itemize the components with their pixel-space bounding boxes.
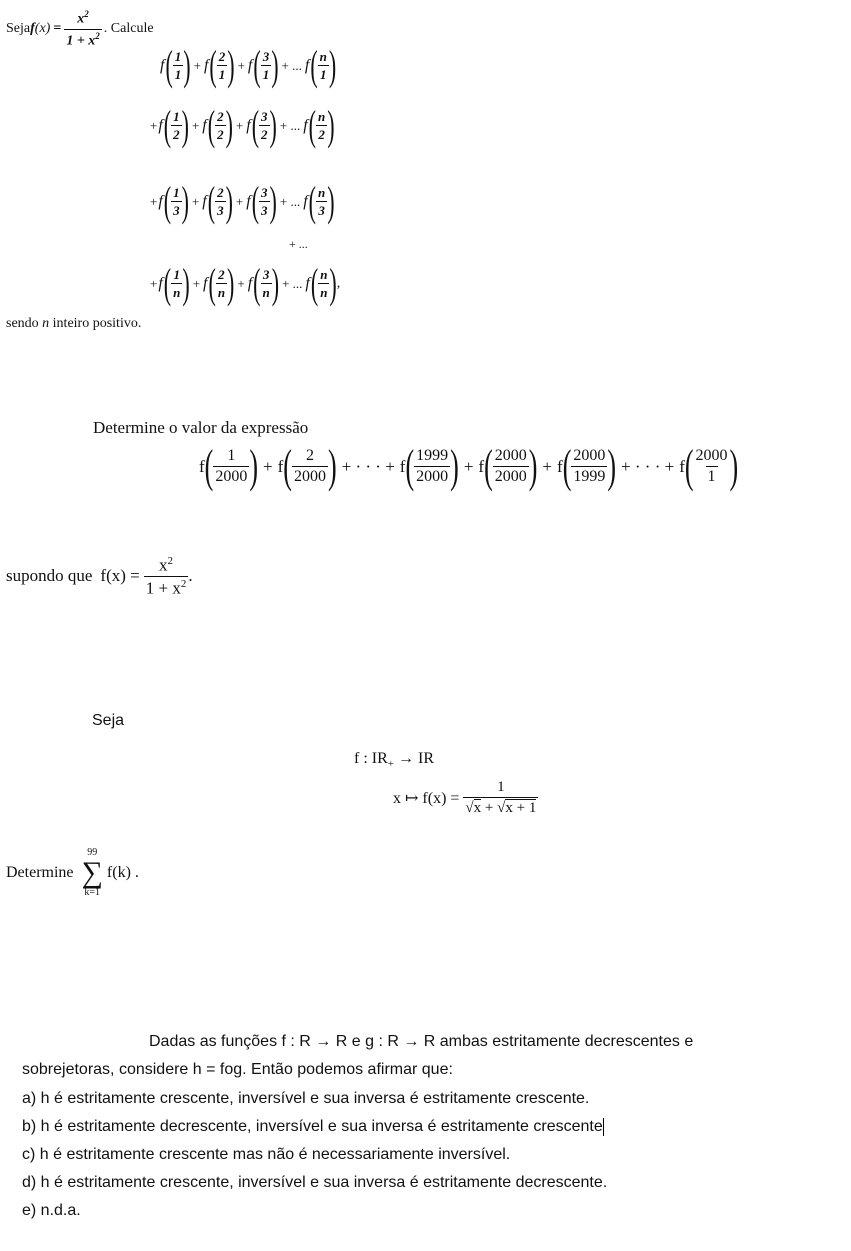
problem4-option-b: b) h é estritamente decrescente, inversível e sua inversa é estritamente crescente	[22, 1118, 603, 1135]
problem3-seja: Seja	[92, 712, 125, 729]
problem3-function-def: x ↦ f(x) = $\frac{1}{√x + √x + 1}$	[393, 779, 537, 816]
problem4-option-a: a) h é estritamente crescente, inversível e sua inversa é estritamente crescente.	[22, 1090, 590, 1107]
sigma-icon: ∑	[81, 856, 103, 889]
f-term: f ( $\frac{2}{2000}$ )	[277, 439, 337, 492]
problem3-determine: Determine 99 ∑ k=1 f(k) .	[6, 847, 139, 898]
problem1-row: + f ( $\frac{1}{2}$ ) + f ( $\frac{2}{2}$ ) + f ( $\frac{3}{2}$ ) + ... f ( $\frac{n}{2}$ )	[150, 100, 335, 149]
f-term: f ( $\frac{2000}{2000}$ )	[478, 439, 538, 492]
problem1-def-fraction: $\frac{x^2}{1 + x^2}$	[66, 9, 100, 49]
f-term: f ( $\frac{n}{n}$ )	[305, 258, 337, 307]
f-term: f ( $\frac{n}{1}$ )	[304, 40, 337, 89]
f-term: f ( $\frac{2000}{1999}$ )	[557, 439, 617, 492]
problem2-definition: supondo que f(x) = $\frac{x^2}{1 + x^2}$ .	[6, 555, 193, 598]
problem1-row: + f ( $\frac{1}{n}$ ) + f ( $\frac{2}{n}$ ) + f ( $\frac{3}{n}$ ) + ... f ( $\frac{n}{n}$ ) ,	[150, 258, 341, 307]
problem4-line1: Dadas as funções f : R → R e g : R → R ambas estritamente decrescentes e	[149, 1033, 694, 1050]
problem4-line2: sobrejetoras, considere h = fog. Então podemos afirmar que:	[22, 1061, 453, 1078]
problem1-middle-dots: + ...	[289, 237, 308, 251]
f-term: f ( $\frac{1}{2}$ )	[158, 100, 189, 149]
problem4-option-e: e) n.d.a.	[22, 1202, 81, 1219]
problem4-option-c: c) h é estritamente crescente mas não é necessariamente inversível.	[22, 1146, 511, 1163]
f-term: f ( $\frac{2}{n}$ )	[203, 258, 235, 307]
summation: 99 ∑ k=1	[81, 847, 103, 898]
problem1-row: f ( $\frac{1}{1}$ ) + f ( $\frac{2}{1}$ ) + f ( $\frac{3}{1}$ ) + ... f ( $\frac{n}{1}$ )	[160, 40, 337, 89]
f-term: f ( $\frac{2}{1}$ )	[203, 40, 235, 89]
f-term: f ( $\frac{1}{n}$ )	[158, 258, 190, 307]
problem2-expression: f ( $\frac{1}{2000}$ ) + f ( $\frac{2}{2000}$ ) + · · · + f ( $\frac{1999}{2000}$ ) + f ( $\frac{2000}{2000}$ ) + f ( $\frac{2000}{1999}$ ) + · · · + f ( $\frac{2000}{1}$ )	[199, 439, 739, 492]
problem2-intro: Determine o valor da expressão	[93, 418, 309, 437]
f-term: f ( $\frac{1}{1}$ )	[160, 40, 191, 89]
f-term: f ( $\frac{2}{3}$ )	[202, 176, 233, 225]
f-term: f ( $\frac{n}{3}$ )	[303, 176, 335, 225]
f-term: f ( $\frac{3}{n}$ )	[247, 258, 280, 307]
f-term: f ( $\frac{1}{3}$ )	[158, 176, 189, 225]
sqrt-icon: √	[497, 800, 506, 816]
f-term: f ( $\frac{2}{2}$ )	[202, 100, 233, 149]
f-term: f ( $\frac{3}{1}$ )	[247, 40, 279, 89]
f-term: f ( $\frac{n}{2}$ )	[303, 100, 335, 149]
sqrt-icon: √	[465, 800, 474, 816]
problem4-option-d: d) h é estritamente crescente, inversível e sua inversa é estritamente decrescente.	[22, 1174, 608, 1191]
text-cursor	[603, 1118, 604, 1136]
f-term: f ( $\frac{2000}{1}$ )	[679, 439, 739, 492]
problem3-map-line: f : $IR_+$ → IR	[354, 750, 434, 771]
problem1-intro: Seja f (x) = $\frac{x^2}{1 + x^2}$ . Calcule	[6, 9, 154, 49]
f-term: f ( $\frac{3}{3}$ )	[246, 176, 277, 225]
f-term: f ( $\frac{3}{2}$ )	[246, 100, 277, 149]
f-term: f ( $\frac{1999}{2000}$ )	[399, 439, 459, 492]
problem1-closing: sendo n inteiro positivo.	[6, 316, 142, 331]
f-term: f ( $\frac{1}{2000}$ )	[199, 439, 259, 492]
problem1-row: + f ( $\frac{1}{3}$ ) + f ( $\frac{2}{3}$ ) + f ( $\frac{3}{3}$ ) + ... f ( $\frac{n}{3}$ )	[150, 176, 335, 225]
